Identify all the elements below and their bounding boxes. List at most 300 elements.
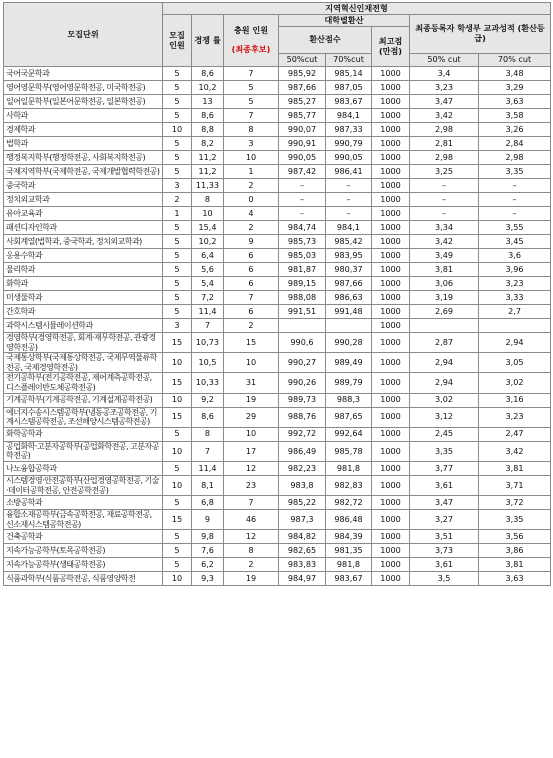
score-70-cell: 986,41: [326, 165, 372, 179]
max-score-cell: 1000: [372, 407, 410, 427]
unit-cell: 경영학부(경영학전공, 회계·재무학전공, 관광경영학전공): [4, 333, 163, 353]
grade-70-cell: 2,94: [479, 333, 551, 353]
extra-cell: 2: [224, 319, 279, 333]
max-score-cell: 1000: [372, 441, 410, 461]
score-50-cell: 983,83: [279, 558, 326, 572]
unit-cell: 융합소재공학부(금속공학전공, 재료공학전공, 신소재시스템공학전공): [4, 510, 163, 530]
grade-70-cell: 3,72: [479, 496, 551, 510]
grade-70-cell: 3,63: [479, 572, 551, 586]
grade-70-cell: 3,56: [479, 530, 551, 544]
max-score-cell: 1000: [372, 558, 410, 572]
grade-50-cell: 3,61: [410, 475, 479, 495]
unit-cell: 지속가능공학부(생태공학전공): [4, 558, 163, 572]
extra-cell: 6: [224, 263, 279, 277]
table-row: [4, 373, 551, 393]
score-70-cell: 989,49: [326, 353, 372, 373]
max-score-cell: 1000: [372, 249, 410, 263]
grade-50-cell: 3,06: [410, 277, 479, 291]
table-row: [4, 137, 551, 151]
table-row: [4, 263, 551, 277]
max-score-cell: 1000: [372, 263, 410, 277]
grade-50-cell: 3,25: [410, 165, 479, 179]
compete-cell: 7: [192, 319, 224, 333]
unit-cell: 건축공학과: [4, 530, 163, 544]
grade-70-cell: 3,02: [479, 373, 551, 393]
max-score-cell: 1000: [372, 461, 410, 475]
unit-cell: 과학시스템시뮬레이션학과: [4, 319, 163, 333]
extra-cell: 9: [224, 235, 279, 249]
grade-70-cell: 3,23: [479, 407, 551, 427]
max-score-cell: 1000: [372, 373, 410, 393]
grade-70-cell: 3,71: [479, 475, 551, 495]
extra-cell: 5: [224, 81, 279, 95]
grade-50-cell: 2,98: [410, 123, 479, 137]
quota-cell: 15: [163, 333, 192, 353]
table-body: [4, 67, 551, 586]
header-compete: 경쟁 률: [192, 15, 224, 67]
table-row: [4, 235, 551, 249]
header-unit: 모집단위: [4, 3, 163, 67]
table-row: [4, 305, 551, 319]
table-row: [4, 441, 551, 461]
table-row: [4, 291, 551, 305]
unit-cell: 소방공학과: [4, 496, 163, 510]
quota-cell: 5: [163, 277, 192, 291]
grade-70-cell: 3,26: [479, 123, 551, 137]
quota-cell: 5: [163, 221, 192, 235]
quota-cell: 3: [163, 319, 192, 333]
grade-50-cell: 3,42: [410, 235, 479, 249]
grade-70-cell: 3,63: [479, 95, 551, 109]
header-max-score: 최고점 (만점): [372, 27, 410, 67]
max-score-cell: 1000: [372, 193, 410, 207]
score-70-cell: 987,66: [326, 277, 372, 291]
compete-cell: 10,2: [192, 81, 224, 95]
quota-cell: 5: [163, 67, 192, 81]
quota-cell: 5: [163, 291, 192, 305]
score-70-cell: 989,79: [326, 373, 372, 393]
score-50-cell: 983,8: [279, 475, 326, 495]
table-row: [4, 221, 551, 235]
score-50-cell: 985,22: [279, 496, 326, 510]
grade-70-cell: 3,81: [479, 461, 551, 475]
grade-50-cell: 2,87: [410, 333, 479, 353]
table-row: [4, 319, 551, 333]
compete-cell: 11,4: [192, 461, 224, 475]
compete-cell: 8,8: [192, 123, 224, 137]
max-score-cell: 1000: [372, 123, 410, 137]
extra-cell: 7: [224, 496, 279, 510]
grade-70-cell: 3,48: [479, 67, 551, 81]
grade-50-cell: 3,77: [410, 461, 479, 475]
extra-cell: 7: [224, 67, 279, 81]
table-row: [4, 165, 551, 179]
table-row: [4, 558, 551, 572]
compete-cell: 8,6: [192, 407, 224, 427]
compete-cell: 13: [192, 95, 224, 109]
extra-cell: 2: [224, 221, 279, 235]
grade-70-cell: 3,35: [479, 510, 551, 530]
max-score-cell: 1000: [372, 572, 410, 586]
table-row: [4, 496, 551, 510]
table-row: [4, 353, 551, 373]
score-50-cell: 982,65: [279, 544, 326, 558]
extra-cell: 46: [224, 510, 279, 530]
quota-cell: 5: [163, 263, 192, 277]
score-70-cell: 983,95: [326, 249, 372, 263]
quota-cell: 10: [163, 123, 192, 137]
score-70-cell: 985,14: [326, 67, 372, 81]
grade-70-cell: –: [479, 179, 551, 193]
score-50-cell: 985,27: [279, 95, 326, 109]
score-70-cell: 990,05: [326, 151, 372, 165]
max-score-cell: 1000: [372, 109, 410, 123]
grade-50-cell: 3,73: [410, 544, 479, 558]
grade-50-cell: 3,27: [410, 510, 479, 530]
unit-cell: 미생물학과: [4, 291, 163, 305]
extra-cell: 17: [224, 441, 279, 461]
compete-cell: 9,3: [192, 572, 224, 586]
unit-cell: 중국학과: [4, 179, 163, 193]
quota-cell: 15: [163, 510, 192, 530]
score-70-cell: 981,8: [326, 558, 372, 572]
quota-cell: 3: [163, 179, 192, 193]
extra-cell: 31: [224, 373, 279, 393]
grade-70-cell: 3,33: [479, 291, 551, 305]
unit-cell: 패션디자인학과: [4, 221, 163, 235]
extra-cell: 23: [224, 475, 279, 495]
grade-50-cell: 3,5: [410, 572, 479, 586]
score-50-cell: 990,27: [279, 353, 326, 373]
grade-50-cell: 3,49: [410, 249, 479, 263]
score-50-cell: 985,03: [279, 249, 326, 263]
score-50-cell: 992,72: [279, 427, 326, 441]
table-row: [4, 572, 551, 586]
grade-70-cell: 2,7: [479, 305, 551, 319]
score-50-cell: 990,91: [279, 137, 326, 151]
score-70-cell: 991,48: [326, 305, 372, 319]
grade-70-cell: –: [479, 207, 551, 221]
table-row: [4, 207, 551, 221]
grade-50-cell: 3,35: [410, 441, 479, 461]
extra-cell: 6: [224, 277, 279, 291]
extra-cell: 8: [224, 544, 279, 558]
score-70-cell: 987,33: [326, 123, 372, 137]
unit-cell: 행정복지학부(행정학전공, 사회복지학전공): [4, 151, 163, 165]
quota-cell: 5: [163, 151, 192, 165]
quota-cell: 5: [163, 235, 192, 249]
unit-cell: 일어일문학부(일본어문학전공, 일본학전공): [4, 95, 163, 109]
unit-cell: 화학공학과: [4, 427, 163, 441]
table-row: [4, 510, 551, 530]
header-suneung: 대학별환산: [279, 15, 410, 27]
max-score-cell: 1000: [372, 81, 410, 95]
grade-70-cell: 3,29: [479, 81, 551, 95]
grade-70-cell: 3,58: [479, 109, 551, 123]
extra-cell: 2: [224, 558, 279, 572]
table-row: [4, 67, 551, 81]
quota-cell: 5: [163, 427, 192, 441]
max-score-cell: 1000: [372, 544, 410, 558]
grade-70-cell: 3,35: [479, 165, 551, 179]
score-50-cell: 987,3: [279, 510, 326, 530]
score-50-cell: 987,66: [279, 81, 326, 95]
score-70-cell: 990,28: [326, 333, 372, 353]
grade-50-cell: 3,47: [410, 496, 479, 510]
quota-cell: 15: [163, 373, 192, 393]
unit-cell: 화학과: [4, 277, 163, 291]
score-70-cell: [326, 319, 372, 333]
grade-70-cell: 3,81: [479, 558, 551, 572]
extra-cell: 15: [224, 333, 279, 353]
compete-cell: 7,2: [192, 291, 224, 305]
unit-cell: 간호학과: [4, 305, 163, 319]
max-score-cell: 1000: [372, 179, 410, 193]
score-70-cell: 981,8: [326, 461, 372, 475]
grade-70-cell: [479, 319, 551, 333]
score-50-cell: 989,73: [279, 393, 326, 407]
quota-cell: 10: [163, 475, 192, 495]
grade-50-cell: 2,69: [410, 305, 479, 319]
grade-70-cell: 3,86: [479, 544, 551, 558]
quota-cell: 5: [163, 109, 192, 123]
unit-cell: 영어영문학부(영어영문학전공, 미국학전공): [4, 81, 163, 95]
table-row: [4, 193, 551, 207]
compete-cell: 10,73: [192, 333, 224, 353]
score-70-cell: 988,3: [326, 393, 372, 407]
quota-cell: 5: [163, 165, 192, 179]
unit-cell: 나노융합공학과: [4, 461, 163, 475]
compete-cell: 8,6: [192, 67, 224, 81]
compete-cell: 11,2: [192, 165, 224, 179]
score-50-cell: 988,76: [279, 407, 326, 427]
grade-50-cell: 3,34: [410, 221, 479, 235]
header-p70: 70%cut: [326, 54, 372, 67]
unit-cell: 전기공학부(전기공학전공, 제어계측공학전공, 디스플레이반도체공학전공): [4, 373, 163, 393]
extra-cell: 7: [224, 109, 279, 123]
score-50-cell: –: [279, 207, 326, 221]
unit-cell: 물리학과: [4, 263, 163, 277]
compete-cell: 10,2: [192, 235, 224, 249]
score-70-cell: 985,42: [326, 235, 372, 249]
compete-cell: 6,4: [192, 249, 224, 263]
compete-cell: 11,4: [192, 305, 224, 319]
quota-cell: 5: [163, 249, 192, 263]
unit-cell: 기계공학부(기계공학전공, 기계설계공학전공): [4, 393, 163, 407]
extra-cell: 3: [224, 137, 279, 151]
table-row: [4, 475, 551, 495]
score-70-cell: 983,67: [326, 572, 372, 586]
quota-cell: 5: [163, 530, 192, 544]
max-score-cell: 1000: [372, 221, 410, 235]
unit-cell: 사학과: [4, 109, 163, 123]
grade-50-cell: 3,47: [410, 95, 479, 109]
extra-cell: 29: [224, 407, 279, 427]
header-extra-label: 충원 인원: [233, 25, 269, 36]
score-70-cell: 986,48: [326, 510, 372, 530]
max-score-cell: 1000: [372, 291, 410, 305]
score-50-cell: 985,92: [279, 67, 326, 81]
score-70-cell: 980,37: [326, 263, 372, 277]
quota-cell: 10: [163, 353, 192, 373]
score-70-cell: 984,1: [326, 221, 372, 235]
max-score-cell: 1000: [372, 151, 410, 165]
score-50-cell: 991,51: [279, 305, 326, 319]
score-50-cell: 988,08: [279, 291, 326, 305]
header-group: 지역혁신인재전형: [163, 3, 551, 15]
quota-cell: 5: [163, 558, 192, 572]
unit-cell: 국어국문학과: [4, 67, 163, 81]
table-row: [4, 151, 551, 165]
table-row: [4, 179, 551, 193]
grade-50-cell: 3,42: [410, 109, 479, 123]
compete-cell: 11,33: [192, 179, 224, 193]
table-row: [4, 544, 551, 558]
grade-50-cell: 2,81: [410, 137, 479, 151]
grade-70-cell: 3,42: [479, 441, 551, 461]
header-extra: [224, 15, 279, 67]
grade-70-cell: 3,45: [479, 235, 551, 249]
table-row: [4, 123, 551, 137]
max-score-cell: 1000: [372, 530, 410, 544]
quota-cell: 1: [163, 207, 192, 221]
score-50-cell: 985,73: [279, 235, 326, 249]
max-score-cell: 1000: [372, 427, 410, 441]
quota-cell: 5: [163, 81, 192, 95]
grade-50-cell: 2,45: [410, 427, 479, 441]
quota-cell: 15: [163, 407, 192, 427]
header-conv-score: 환산점수: [279, 27, 372, 54]
table-header: [4, 3, 551, 67]
compete-cell: 9,2: [192, 393, 224, 407]
extra-cell: 7: [224, 291, 279, 305]
unit-cell: 식품과학부(식품공학전공, 식품영양학전: [4, 572, 163, 586]
score-50-cell: –: [279, 179, 326, 193]
quota-cell: 5: [163, 95, 192, 109]
grade-50-cell: 3,4: [410, 67, 479, 81]
score-50-cell: –: [279, 193, 326, 207]
compete-cell: 8,2: [192, 137, 224, 151]
score-50-cell: 990,6: [279, 333, 326, 353]
score-50-cell: 984,97: [279, 572, 326, 586]
score-50-cell: 981,87: [279, 263, 326, 277]
compete-cell: 5,4: [192, 277, 224, 291]
score-50-cell: 986,49: [279, 441, 326, 461]
score-50-cell: 982,23: [279, 461, 326, 475]
grade-70-cell: 3,6: [479, 249, 551, 263]
extra-cell: 6: [224, 249, 279, 263]
grade-70-cell: 3,05: [479, 353, 551, 373]
quota-cell: 10: [163, 393, 192, 407]
compete-cell: 7: [192, 441, 224, 461]
extra-cell: 5: [224, 95, 279, 109]
grade-50-cell: 3,81: [410, 263, 479, 277]
score-70-cell: 981,35: [326, 544, 372, 558]
score-50-cell: 984,82: [279, 530, 326, 544]
quota-cell: 5: [163, 496, 192, 510]
max-score-cell: 1000: [372, 235, 410, 249]
unit-cell: 공업화학·고분자공학부(공업화학전공, 고분자공학전공): [4, 441, 163, 461]
grade-50-cell: 3,12: [410, 407, 479, 427]
table-row: [4, 81, 551, 95]
grade-50-cell: 2,98: [410, 151, 479, 165]
score-70-cell: –: [326, 207, 372, 221]
grade-50-cell: 3,61: [410, 558, 479, 572]
quota-cell: 5: [163, 544, 192, 558]
compete-cell: 9,8: [192, 530, 224, 544]
unit-cell: 경제학과: [4, 123, 163, 137]
grade-70-cell: 3,96: [479, 263, 551, 277]
compete-cell: 7,6: [192, 544, 224, 558]
extra-cell: 19: [224, 393, 279, 407]
extra-cell: 0: [224, 193, 279, 207]
quota-cell: 10: [163, 441, 192, 461]
extra-cell: 12: [224, 530, 279, 544]
quota-cell: 10: [163, 572, 192, 586]
max-score-cell: 1000: [372, 67, 410, 81]
score-70-cell: 987,65: [326, 407, 372, 427]
max-score-cell: 1000: [372, 333, 410, 353]
extra-cell: 1: [224, 165, 279, 179]
score-50-cell: 989,15: [279, 277, 326, 291]
grade-50-cell: 2,94: [410, 353, 479, 373]
header-p50: 50%cut: [279, 54, 326, 67]
max-score-cell: 1000: [372, 207, 410, 221]
compete-cell: 8: [192, 193, 224, 207]
grade-50-cell: 3,02: [410, 393, 479, 407]
grade-70-cell: 3,16: [479, 393, 551, 407]
grade-50-cell: –: [410, 179, 479, 193]
table-row: [4, 393, 551, 407]
score-50-cell: 990,05: [279, 151, 326, 165]
unit-cell: 국제통상학부(국제통상학전공, 국제무역물류학전공, 국제경영학전공): [4, 353, 163, 373]
score-70-cell: 984,39: [326, 530, 372, 544]
score-50-cell: [279, 319, 326, 333]
score-70-cell: 985,78: [326, 441, 372, 461]
score-70-cell: 982,83: [326, 475, 372, 495]
table-row: [4, 249, 551, 263]
compete-cell: 6,8: [192, 496, 224, 510]
table-row: [4, 277, 551, 291]
quota-cell: 5: [163, 305, 192, 319]
grade-50-cell: [410, 319, 479, 333]
max-score-cell: 1000: [372, 277, 410, 291]
header-final: 최종등록자 학생부 교과성적 (환산등급): [410, 15, 551, 54]
compete-cell: 9: [192, 510, 224, 530]
extra-cell: 8: [224, 123, 279, 137]
max-score-cell: 1000: [372, 137, 410, 151]
unit-cell: 유아교육과: [4, 207, 163, 221]
grade-50-cell: –: [410, 207, 479, 221]
extra-cell: 19: [224, 572, 279, 586]
max-score-cell: 1000: [372, 475, 410, 495]
table-row: [4, 530, 551, 544]
max-score-cell: 1000: [372, 95, 410, 109]
grade-70-cell: 3,23: [479, 277, 551, 291]
extra-cell: 6: [224, 305, 279, 319]
score-70-cell: 992,64: [326, 427, 372, 441]
grade-50-cell: 3,19: [410, 291, 479, 305]
grade-70-cell: –: [479, 193, 551, 207]
unit-cell: 법학과: [4, 137, 163, 151]
compete-cell: 11,2: [192, 151, 224, 165]
extra-cell: 10: [224, 427, 279, 441]
unit-cell: 시스템경영·안전공학부(산업경영공학전공, 기술·데이터공학전공, 안전공학전공): [4, 475, 163, 495]
extra-cell: 12: [224, 461, 279, 475]
extra-cell: 4: [224, 207, 279, 221]
header-quota: 모집 인원: [163, 15, 192, 67]
unit-cell: 응용수학과: [4, 249, 163, 263]
